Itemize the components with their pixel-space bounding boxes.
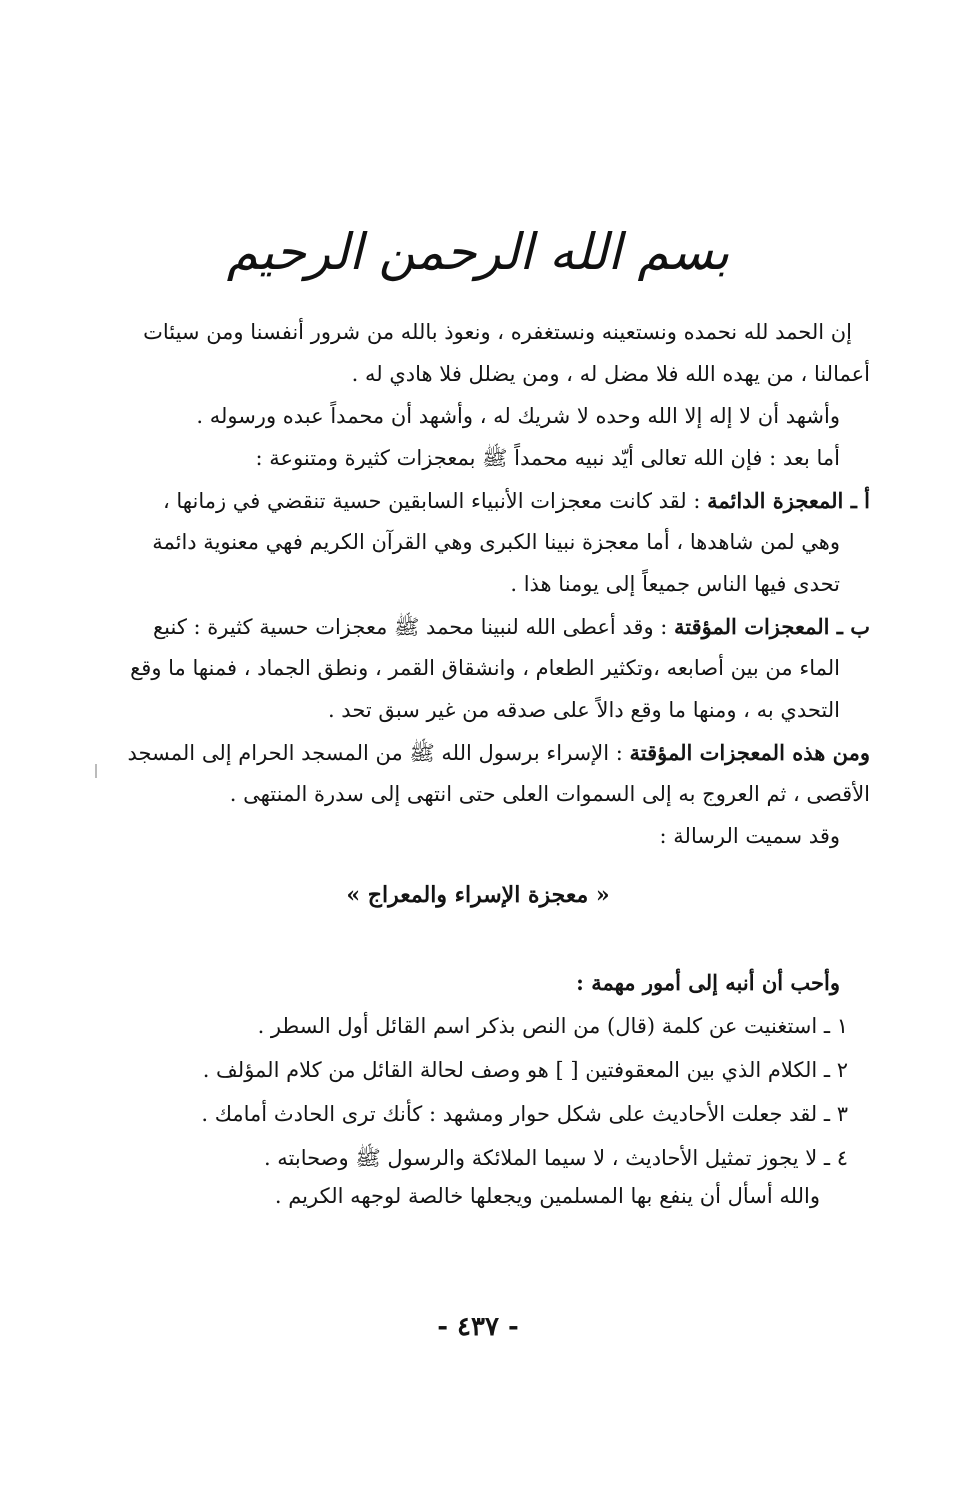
intro-line-2: أعمالنا ، من يهده الله فلا مضل له ، ومن يضلل فلا هادي له . xyxy=(351,362,870,386)
margin-mark xyxy=(95,764,97,778)
basmala-calligraphy: بسم الله الرحمن الرحيم xyxy=(226,223,730,281)
section-c-line-2: الأقصى ، ثم العروج به إلى السموات العلى حتى انتهى إلى سدرة المنتهى . xyxy=(229,782,870,806)
notes-block xyxy=(120,962,848,1222)
intro-line-1: إن الحمد لله نحمده ونستعينه ونستغفره ، ونعوذ بالله من شرور أنفسنا ومن سيئات xyxy=(143,320,852,344)
section-c-text-1: : الإسراء برسول الله ﷺ من المسجد الحرام إلى المسجد xyxy=(127,741,630,765)
section-a-label: أ ـ المعجزة الدائمة xyxy=(707,488,870,513)
closing-prayer: والله أسأل أن ينفع بها المسلمين ويجعلها خالصة لوجهه الكريم . xyxy=(274,1184,820,1208)
section-c-line-1 xyxy=(127,732,870,774)
section-b-line-3: التحدي به ، ومنها ما وقع دالاً على صدقه من غير سبق تحد . xyxy=(327,698,840,722)
section-a-text-1: : لقد كانت معجزات الأنبياء السابقين حسية تنقضي في زمانها ، xyxy=(162,489,708,513)
note-item-3: ٣ ـ لقد جعلت الأحاديث على شكل حوار ومشهد : كأنك ترى الحادث أمامك . xyxy=(201,1102,848,1126)
section-c-label: ومن هذه المعجزات المؤقتة xyxy=(629,740,870,765)
section-c-line-3: وقد سميت الرسالة : xyxy=(659,824,840,848)
section-b-line-2: الماء من بين أصابعه ،وتكثير الطعام ، وانشقاق القمر ، ونطق الجماد ، فمنها ما وقع xyxy=(130,656,840,680)
note-item-4: ٤ ـ لا يجوز تمثيل الأحاديث ، لا سيما الملائكة والرسول ﷺ وصحابته . xyxy=(263,1146,848,1170)
section-a-line-3: تحدى فيها الناس جميعاً إلى يومنا هذا . xyxy=(510,572,840,596)
section-c-continued xyxy=(120,774,870,864)
intro-line-4: أما بعد : فإن الله تعالى أيّد نبيه محمداً ﷺ بمعجزات كثيرة ومتنوعة : xyxy=(255,446,840,470)
intro-line-3: وأشهد أن لا إله إلا الله وحده لا شريك له ، وأشهد أن محمداً عبده ورسوله . xyxy=(196,404,840,428)
treatise-title: « معجزة الإسراء والمعراج » xyxy=(346,882,610,908)
section-b-label: ب ـ المعجزات المؤقتة xyxy=(674,614,870,639)
note-item-1: ١ ـ استغنيت عن كلمة (قال) من النص بذكر اسم القائل أول السطر . xyxy=(257,1014,848,1038)
section-a-line-2: وهي لمن شاهدها ، أما معجزة نبينا الكبرى وهي القرآن الكريم فهي معنوية دائمة xyxy=(152,530,840,554)
intro-block xyxy=(120,312,870,782)
section-a-line-1 xyxy=(163,480,870,522)
note-item-2: ٢ ـ الكلام الذي بين المعقوفتين [ ] هو وصف لحالة القائل من كلام المؤلف . xyxy=(202,1058,848,1082)
notes-intro: وأحب أن أنبه إلى أمور مهمة : xyxy=(576,970,840,995)
section-b-text-1: : وقد أعطى الله لنبينا محمد ﷺ معجزات حسية كثيرة : كنبع xyxy=(153,615,675,639)
section-b-line-1 xyxy=(153,606,870,648)
page-number: - ٤٣٧ - xyxy=(437,1312,519,1342)
